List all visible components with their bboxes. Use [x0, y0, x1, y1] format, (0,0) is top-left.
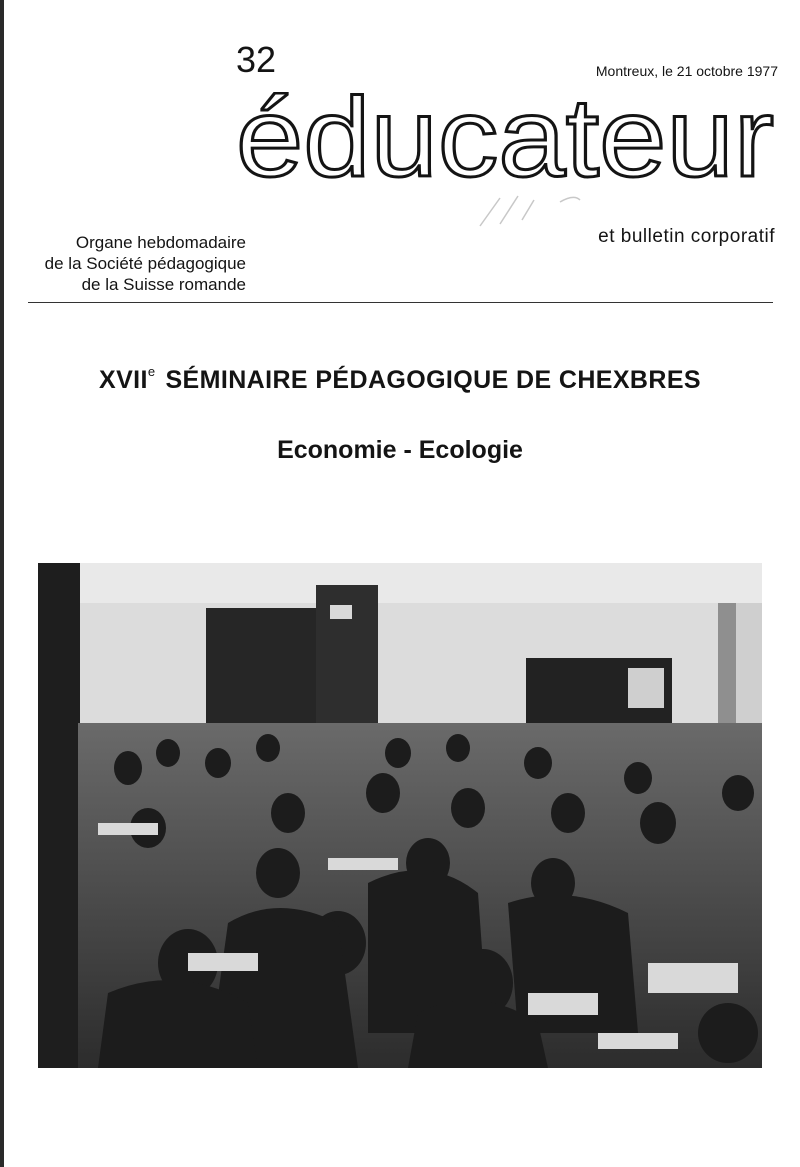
- title-numeral: XVII: [99, 366, 148, 394]
- title-text: SÉMINAIRE PÉDAGOGIQUE DE CHEXBRES: [165, 366, 701, 394]
- title-superscript: e: [147, 364, 156, 379]
- org-line: Organe hebdomadaire: [75, 233, 246, 252]
- organization-description: [40, 232, 246, 295]
- article-title: [0, 364, 800, 395]
- org-line: de la Société pédagogique: [44, 254, 246, 273]
- issue-number: 32: [236, 39, 277, 80]
- pencil-mark: [470, 190, 590, 230]
- masthead-logo: [236, 92, 776, 188]
- masthead-text: éducateur: [236, 92, 774, 188]
- header-divider: [28, 302, 773, 303]
- org-line: de la Suisse romande: [81, 275, 246, 294]
- article-subtitle: Economie - Ecologie: [277, 436, 523, 464]
- seminar-photo: [38, 563, 762, 1068]
- page-edge: [0, 0, 4, 1167]
- publication-subtitle: et bulletin corporatif: [598, 226, 775, 247]
- issue-date: Montreux, le 21 octobre 1977: [595, 63, 778, 79]
